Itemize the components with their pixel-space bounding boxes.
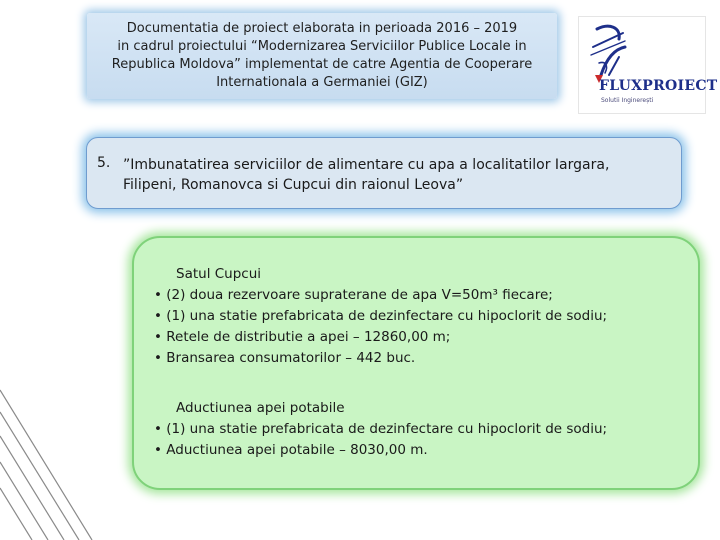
fluxproiect-logo <box>578 16 718 114</box>
section-satul-cupcui <box>154 264 607 369</box>
header-text <box>98 20 546 92</box>
section-title: Aductiunea apei potabile <box>176 400 345 416</box>
project-title-box <box>86 137 682 209</box>
project-title <box>123 155 669 195</box>
project-title-line: ”Imbunatatirea serviciilor de alimentare cu apa a localitatilor Iargara, <box>123 157 610 173</box>
header-line: Republica Moldova” implementat de catre Agentia de Cooperare <box>111 57 533 72</box>
list-item: • Retele de distributie a apei – 12860,00 m; <box>154 329 451 345</box>
list-item: • Aductiunea apei potabile – 8030,00 m. <box>154 442 428 458</box>
section-aductiunea <box>154 398 607 461</box>
section-title: Satul Cupcui <box>176 266 262 282</box>
logo-tagline: Solutii Inginerești <box>601 97 654 104</box>
header-line: Internationala a Germaniei (GIZ) <box>216 75 428 90</box>
header-line: in cadrul proiectului “Modernizarea Serviciilor Publice Locale in <box>117 39 527 54</box>
project-number: 5. <box>97 155 111 171</box>
logo-name: FLUXPROIECT <box>599 78 718 94</box>
list-item: • (1) una statie prefabricata de dezinfectare cu hipoclorit de sodiu; <box>154 421 608 437</box>
details-panel <box>132 236 700 490</box>
header-line: Documentatia de proiect elaborata in perioada 2016 – 2019 <box>126 21 518 36</box>
list-item: • (2) doua rezervoare supraterane de apa V=50m³ fiecare; <box>154 287 553 303</box>
project-title-line: Filipeni, Romanovca si Cupcui din raionul Leova” <box>123 177 464 193</box>
list-item: • Bransarea consumatorilor – 442 buc. <box>154 350 416 366</box>
list-item: • (1) una statie prefabricata de dezinfectare cu hipoclorit de sodiu; <box>154 308 608 324</box>
header-banner <box>87 13 557 99</box>
